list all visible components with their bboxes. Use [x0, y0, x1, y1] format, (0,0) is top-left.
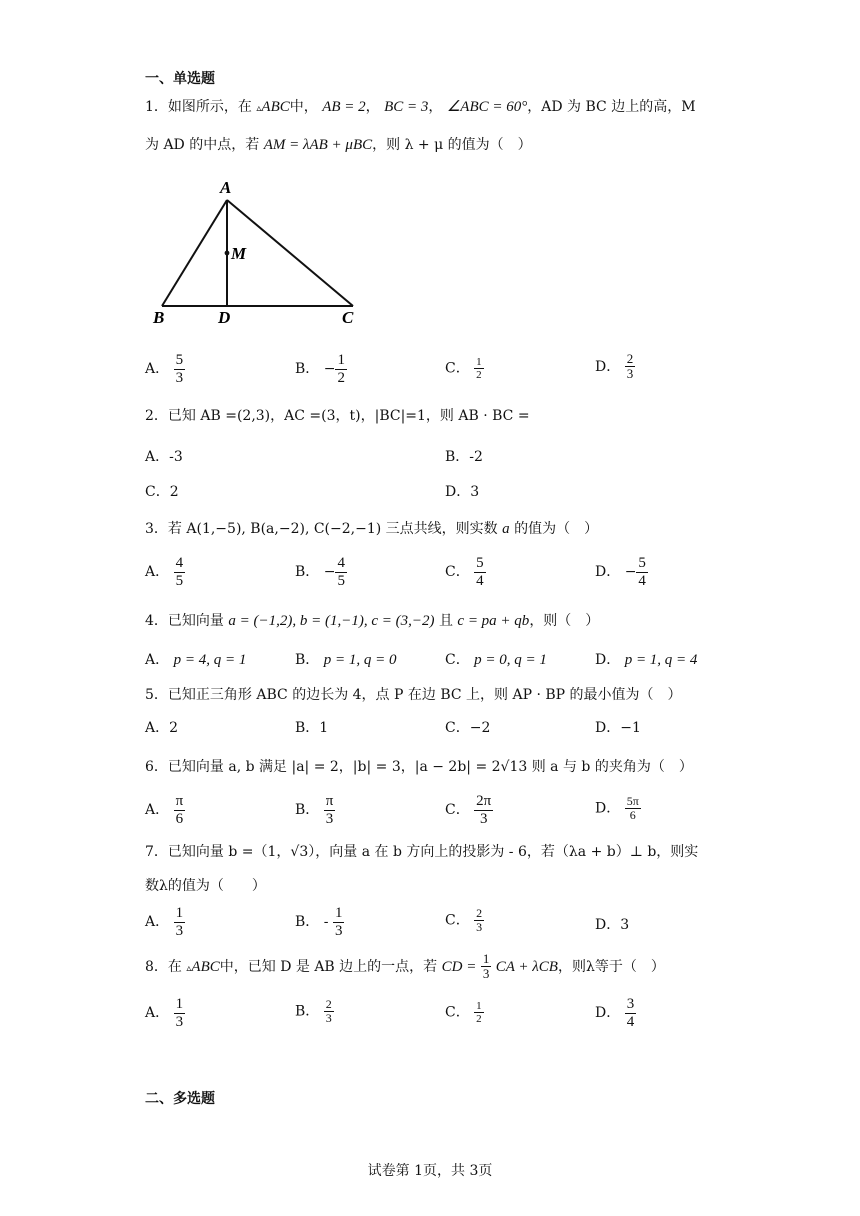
denominator: 3 [175, 1013, 184, 1030]
denominator: 5 [337, 572, 345, 589]
midpoint-m [225, 251, 230, 256]
option-fraction [324, 998, 334, 1025]
question-number: 4． [145, 613, 168, 629]
option-value: p = 0, q = 1 [474, 652, 547, 668]
q8-option-b[interactable] [295, 998, 334, 1025]
question-number: 8． [145, 958, 168, 975]
option-fraction [474, 907, 484, 934]
triangle-name: ABC [191, 958, 220, 975]
option-label: B． [295, 564, 320, 580]
q7-option-b[interactable] [295, 905, 344, 939]
q4-option-c[interactable] [445, 649, 547, 669]
question-text: 数λ的值为（ ） [145, 878, 266, 894]
question-number: 6． [145, 759, 168, 775]
question-text: ，则 λ + μ 的值为（ ） [372, 137, 532, 153]
question-text: 已知 AB =(2,3)，AC =(3，t)，|BC|=1，则 AB · BC = [167, 408, 530, 424]
numerator: 1 [175, 905, 184, 921]
option-label: A． [145, 1005, 170, 1021]
option-fraction [174, 793, 186, 827]
minus-sign: − [323, 564, 336, 580]
q4-option-a[interactable] [145, 649, 246, 669]
option-value: 3 [470, 484, 480, 500]
option-fraction [174, 996, 186, 1030]
q5-option-d[interactable] [595, 717, 641, 737]
denominator: 3 [334, 922, 343, 939]
triangle-figure [150, 175, 365, 330]
numerator: 1 [337, 352, 345, 368]
q1-option-b[interactable] [295, 352, 347, 386]
denominator: 6 [629, 808, 636, 823]
question-text: 如图所示，在 [167, 99, 252, 115]
option-fraction [625, 352, 636, 382]
q2-option-a[interactable] [145, 446, 183, 466]
denominator: 4 [626, 1013, 635, 1030]
q6-option-d[interactable] [595, 795, 641, 822]
question-number: 5． [145, 687, 168, 703]
option-fraction [324, 793, 336, 827]
side-ab [162, 200, 227, 306]
numerator: 2π [476, 793, 492, 809]
q5-option-a[interactable] [145, 717, 178, 737]
q7-option-c[interactable] [445, 907, 484, 934]
question-text: 已知向量 a, b 满足 |a| = 2，|b| = 3，|a − 2b| = 2√13 则 a 与 b 的夹角为（ ） [167, 759, 693, 775]
numerator: 2 [626, 351, 634, 366]
label-d: D [218, 308, 231, 327]
coefficient-fraction [481, 952, 492, 982]
q3-option-a[interactable] [145, 555, 185, 589]
page-footer: 试卷第 1页，共 3页 [367, 1163, 493, 1179]
minus-sign: − [323, 361, 336, 377]
question-5 [145, 684, 682, 704]
option-label: B． [295, 720, 320, 736]
vector-cd: CD = [441, 958, 477, 975]
option-value: 3 [620, 917, 630, 933]
denominator: 6 [175, 810, 184, 827]
denominator: 4 [638, 572, 646, 589]
numerator: 5 [638, 555, 646, 571]
option-label: D． [595, 800, 621, 817]
option-fraction [335, 352, 347, 386]
option-label: A． [145, 361, 170, 377]
question-text: ，AD 为 BC 边上的高，M [527, 99, 696, 115]
question-text: 中，已知 D 是 AB 边上的一点，若 [219, 958, 438, 975]
option-value: p = 1, q = 4 [624, 652, 698, 668]
option-label: B． [295, 1003, 320, 1020]
vector-definitions: a = (−1,2), b = (1,−1), c = (3,−2) [228, 613, 435, 629]
option-label: D． [595, 1005, 621, 1021]
option-value: 2 [169, 720, 179, 736]
option-label: C． [445, 802, 470, 818]
q5-option-b[interactable] [295, 717, 328, 737]
numerator: 1 [482, 951, 490, 966]
option-value: p = 4, q = 1 [173, 652, 247, 668]
q6-option-b[interactable] [295, 793, 335, 827]
option-label: B． [295, 652, 320, 668]
option-fraction [174, 905, 186, 939]
option-label: A． [145, 449, 170, 465]
triangle-name: ABC [261, 99, 290, 115]
option-label: D． [595, 564, 621, 580]
question-1-line-1: 1．如图所示，在 ▵ABC中， AB = 2， BC = 3， ∠ABC = 60°，AD 为 BC 边上的高，M [145, 99, 696, 115]
numerator: 1 [175, 996, 184, 1012]
option-fraction [335, 555, 347, 589]
question-6 [145, 756, 693, 776]
q3-option-d[interactable] [595, 555, 648, 589]
question-text: 已知正三角形 ABC 的边长为 4，点 P 在边 BC 上，则 AP · BP 的最小值为（ ） [167, 687, 682, 703]
option-value: -2 [469, 449, 483, 465]
option-value: p = 1, q = 0 [323, 652, 397, 668]
denominator: 3 [325, 810, 334, 827]
option-label: A． [145, 720, 170, 736]
denominator: 3 [479, 810, 488, 827]
option-label: B． [295, 361, 320, 377]
q2-option-d[interactable] [445, 481, 479, 501]
option-value: 1 [319, 720, 329, 736]
denominator: 3 [482, 966, 490, 982]
given-angle: ∠ABC = 60° [446, 99, 528, 115]
denominator: 2 [337, 369, 345, 386]
question-4 [145, 610, 599, 630]
option-fraction [174, 555, 186, 589]
denominator: 5 [175, 572, 184, 589]
numerator: π [325, 793, 334, 809]
option-fraction [174, 352, 186, 386]
option-label: C． [445, 912, 470, 929]
option-fraction [333, 905, 345, 939]
question-number: 3． [145, 521, 168, 537]
denominator: 4 [476, 572, 484, 589]
question-text: 的值为（ ） [514, 521, 599, 537]
option-fraction [474, 793, 493, 827]
option-label: C． [145, 484, 170, 500]
q6-option-c[interactable] [445, 793, 493, 827]
section-heading-single-choice: 一、单选题 [145, 70, 215, 86]
q1-option-d[interactable] [595, 352, 635, 382]
option-fraction [636, 555, 648, 589]
q2-option-c[interactable] [145, 481, 179, 501]
option-value: −1 [620, 720, 641, 736]
denominator: 3 [626, 366, 634, 382]
numerator: 5 [476, 555, 484, 571]
given-ab: AB = 2 [322, 99, 366, 115]
option-label: D． [595, 358, 621, 375]
numerator: 2 [476, 906, 483, 920]
option-fraction [474, 1000, 484, 1025]
numerator: 2 [325, 997, 332, 1011]
denominator: 2 [476, 369, 482, 382]
denominator: 3 [325, 1011, 332, 1026]
vector-equation: AM = λAB + μBC [263, 137, 373, 153]
question-text: 在 [167, 958, 182, 975]
option-label: D． [595, 652, 621, 668]
q8-option-d[interactable] [595, 996, 636, 1030]
option-label: B． [445, 449, 470, 465]
denominator: 3 [476, 920, 483, 935]
label-b: B [153, 308, 165, 327]
option-label: C． [445, 720, 470, 736]
denominator: 2 [476, 1013, 482, 1026]
question-text: ，则（ ） [529, 613, 600, 629]
question-2 [145, 405, 530, 425]
denominator: 3 [175, 922, 184, 939]
numerator: 1 [476, 1000, 482, 1012]
given-bc: BC = 3 [384, 99, 429, 115]
option-label: B． [295, 802, 320, 818]
numerator: 5π [626, 794, 639, 808]
label-m: M [231, 244, 247, 263]
question-8 [145, 952, 665, 982]
option-label: B． [295, 914, 320, 930]
q7-option-a[interactable] [145, 905, 185, 939]
option-fraction [474, 356, 484, 381]
option-fraction [625, 996, 637, 1030]
option-label: A． [145, 652, 170, 668]
variable-a: a [502, 521, 510, 537]
question-3 [145, 518, 598, 538]
option-label: C． [445, 1004, 470, 1021]
triangle-symbol: ▵ [186, 962, 192, 974]
question-7-line-2 [145, 875, 266, 895]
minus-sign: - [323, 914, 333, 930]
numerator: 1 [476, 356, 482, 368]
q4-option-d[interactable] [595, 649, 697, 669]
q7-option-d[interactable] [595, 914, 629, 934]
q5-option-c[interactable] [445, 717, 490, 737]
q2-option-b[interactable] [445, 446, 483, 466]
option-fraction [474, 555, 486, 589]
vector-equation: c = pa + qb [457, 613, 530, 629]
option-label: C． [445, 360, 470, 377]
question-text: 中， [289, 99, 318, 115]
option-value: -3 [169, 449, 183, 465]
question-number: 1． [145, 99, 168, 115]
label-a: A [220, 178, 232, 197]
option-label: A． [145, 914, 170, 930]
question-7-line-1 [145, 841, 698, 861]
q1-option-a[interactable] [145, 352, 185, 386]
question-number: 7． [145, 844, 168, 860]
minus-sign: − [624, 564, 637, 580]
option-label: A． [145, 564, 170, 580]
question-text: 若 A(1,−5), B(a,−2), C(−2,−1) 三点共线，则实数 [167, 521, 498, 537]
numerator: 1 [334, 905, 343, 921]
q8-option-a[interactable] [145, 996, 185, 1030]
option-value: 2 [169, 484, 179, 500]
question-text: 已知向量 [167, 613, 224, 629]
option-label: C． [445, 564, 470, 580]
triangle-symbol: ▵ [256, 103, 262, 114]
option-label: A． [145, 802, 170, 818]
denominator: 3 [175, 369, 184, 386]
q8-option-c[interactable] [445, 1000, 484, 1025]
question-number: 2． [145, 408, 168, 424]
question-text: 为 AD 的中点，若 [145, 137, 260, 153]
question-text: ，则λ等于（ ） [557, 958, 665, 975]
section-heading-multiple-choice: 二、多选题 [145, 1090, 215, 1106]
numerator: 3 [626, 996, 635, 1012]
option-label: D． [595, 720, 621, 736]
q1-option-c[interactable] [445, 356, 484, 381]
q3-option-c[interactable] [445, 555, 486, 589]
numerator: 5 [175, 352, 184, 368]
option-value: −2 [469, 720, 491, 736]
numerator: 4 [175, 555, 184, 571]
question-1-line-2 [145, 134, 532, 154]
numerator: 4 [337, 555, 345, 571]
question-text: 且 [438, 613, 453, 629]
label-c: C [342, 308, 354, 327]
q3-option-b[interactable] [295, 555, 347, 589]
option-label: D． [445, 484, 471, 500]
option-label: C． [445, 652, 470, 668]
option-label: D． [595, 917, 621, 933]
q6-option-a[interactable] [145, 793, 185, 827]
q4-option-b[interactable] [295, 649, 397, 669]
question-text: 已知向量 b =（1，√3），向量 a 在 b 方向上的投影为 - 6，若（λa + b）⊥ b，则实 [167, 844, 699, 860]
numerator: π [175, 793, 184, 809]
vector-sum: CA + λCB [495, 958, 558, 975]
option-fraction [625, 795, 641, 822]
